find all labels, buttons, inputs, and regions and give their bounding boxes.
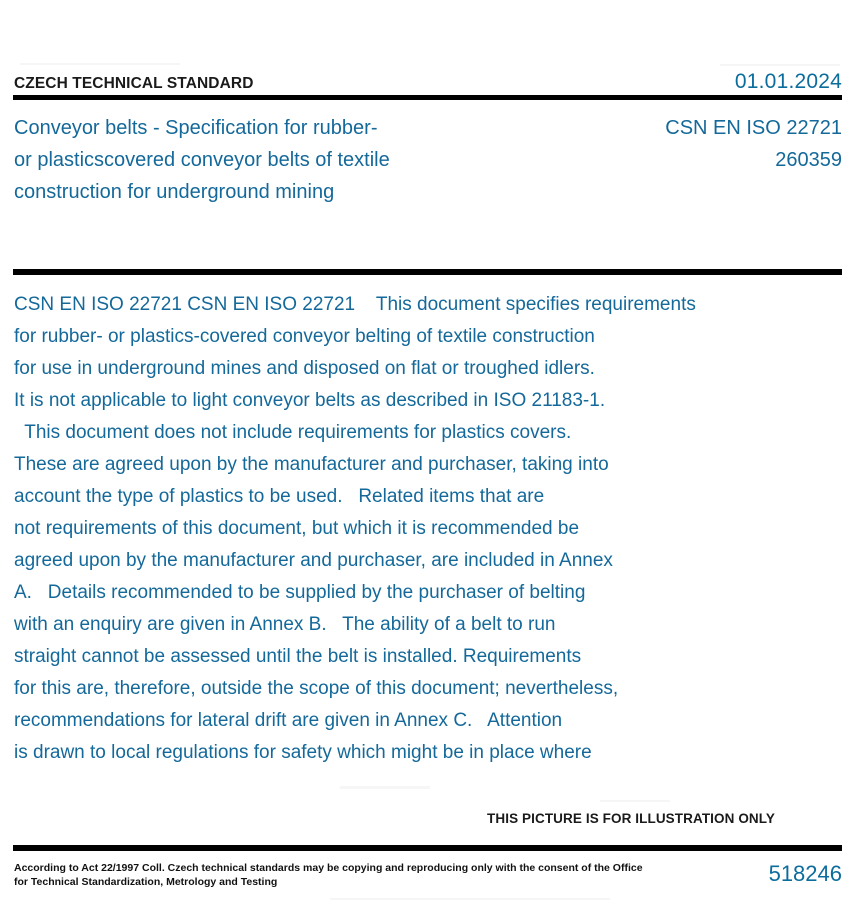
abstract-line: not requirements of this document, but which it is recommended be [14, 518, 580, 539]
standard-type-label: CZECH TECHNICAL STANDARD [14, 75, 254, 92]
abstract-line: account the type of plastics to be used. Related items that are [14, 486, 545, 507]
title-row [14, 176, 842, 208]
abstract-line: is drawn to local regulations for safety which might be in place where [14, 742, 592, 763]
copyright-notice [14, 861, 643, 889]
abstract-divider-rule [13, 269, 842, 275]
abstract-line: These are agreed upon by the manufacturer and purchaser, taking into [14, 454, 609, 475]
abstract-line: This document does not include requirements for plastics covers. [14, 422, 572, 443]
copyright-notice-line-2: for Technical Standardization, Metrology and Testing [14, 876, 278, 888]
standard-class-number: 260359 [775, 149, 842, 171]
abstract-line: for use in underground mines and disposed on flat or troughed idlers. [14, 358, 595, 379]
standard-designation: CSN EN ISO 22721 [665, 117, 842, 139]
abstract-line: CSN EN ISO 22721 CSN EN ISO 22721 This document specifies requirements [14, 294, 696, 315]
abstract-line: for rubber- or plastics-covered conveyor belting of textile construction [14, 326, 595, 347]
abstract-line: with an enquiry are given in Annex B. The ability of a belt to run [14, 614, 556, 635]
abstract-line: recommendations for lateral drift are given in Annex C. Attention [14, 710, 563, 731]
standard-title-line-2: or plasticscovered conveyor belts of textile [14, 149, 390, 171]
illustration-disclaimer: THIS PICTURE IS FOR ILLUSTRATION ONLY [487, 811, 775, 826]
standard-title-line-3: construction for underground mining [14, 181, 335, 203]
scan-artifact [330, 898, 610, 900]
abstract-line: for this are, therefore, outside the scope of this document; nevertheless, [14, 678, 619, 699]
header-divider-rule [13, 95, 842, 100]
abstract-line: A. Details recommended to be supplied by the purchaser of belting [14, 582, 586, 603]
standard-title-line-1: Conveyor belts - Specification for rubber- [14, 117, 378, 139]
document-header [14, 70, 842, 96]
copyright-notice-line-1: According to Act 22/1997 Coll. Czech technical standards may be copying and reproducing only with the consent of the Office [14, 862, 643, 874]
scan-artifact [340, 786, 430, 789]
scan-artifact [600, 800, 670, 802]
standard-abstract [14, 289, 844, 769]
title-row [14, 112, 842, 144]
standard-title-block [14, 112, 842, 208]
document-number: 518246 [768, 861, 842, 886]
effective-date: 01.01.2024 [734, 70, 842, 93]
abstract-line: straight cannot be assessed until the belt is installed. Requirements [14, 646, 582, 667]
title-row [14, 144, 842, 176]
scan-artifact [20, 63, 180, 65]
document-footer [14, 861, 842, 889]
footer-divider-rule [13, 845, 842, 851]
abstract-line: agreed upon by the manufacturer and purchaser, are included in Annex [14, 550, 613, 571]
abstract-line: It is not applicable to light conveyor belts as described in ISO 21183-1. [14, 390, 606, 411]
scan-artifact [720, 64, 840, 66]
